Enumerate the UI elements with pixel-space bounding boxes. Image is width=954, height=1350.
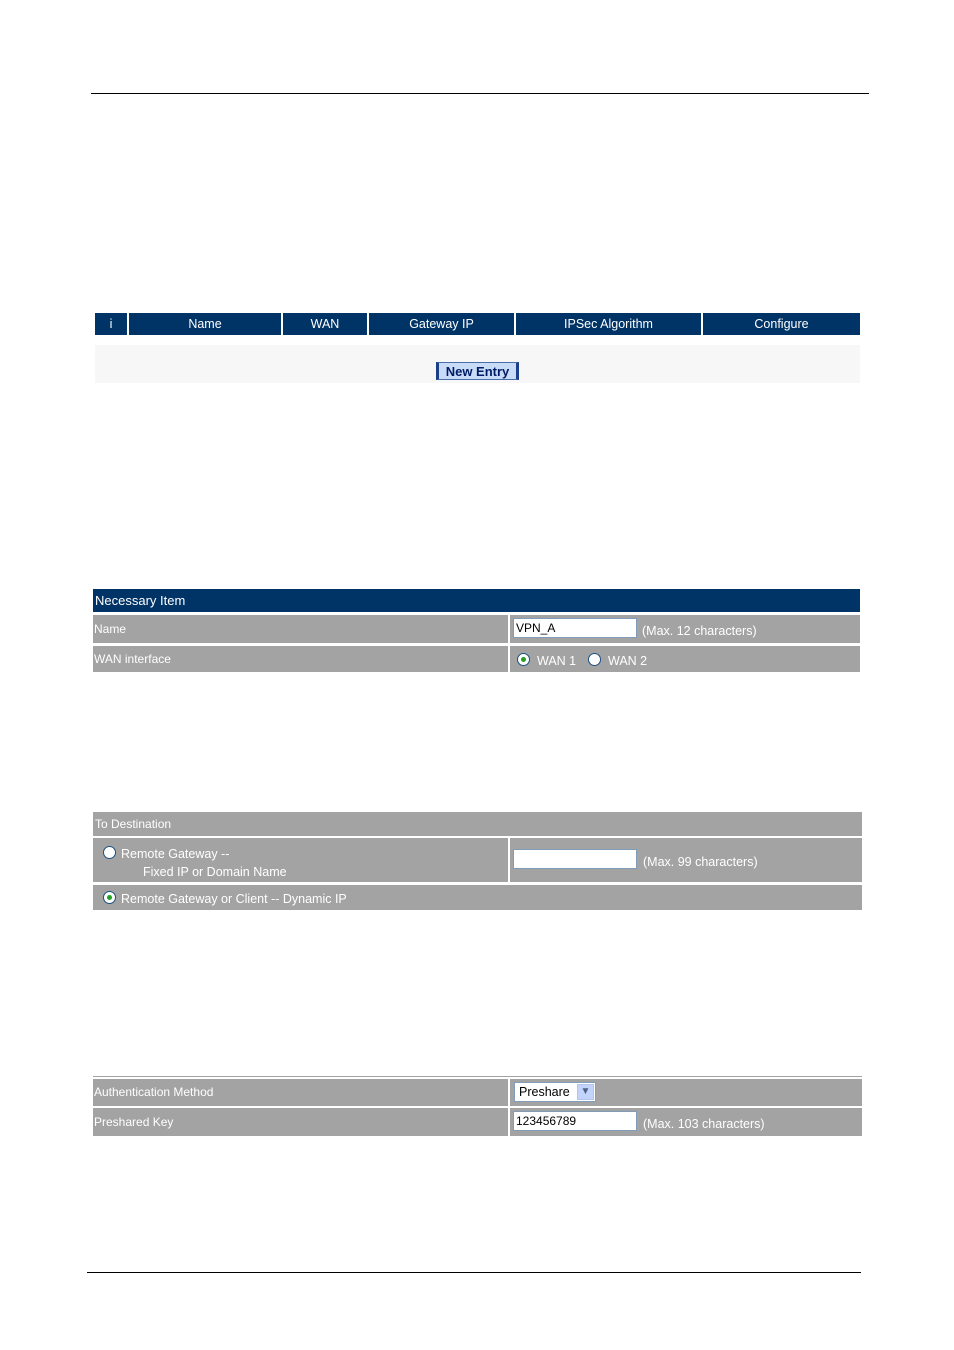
wan-interface-row [93,646,860,672]
remote-gateway-value-cell [510,838,862,882]
wan2-radio[interactable] [588,653,601,666]
preshared-key-hint: (Max. 103 characters) [643,1117,765,1131]
name-label: Name [93,615,508,643]
preshared-key-label: Preshared Key [93,1108,508,1136]
auth-method-select[interactable] [514,1082,596,1102]
preshared-key-row [93,1108,862,1136]
dynamic-ip-radio[interactable] [103,891,116,904]
name-value-cell [510,615,860,643]
dynamic-ip-row [93,885,862,910]
remote-gateway-label-cell [93,838,508,882]
bottom-rule [87,1272,861,1273]
destination-header: To Destination [93,812,862,836]
necessary-item-header: Necessary Item [93,589,860,612]
dynamic-ip-cell [93,885,862,910]
name-input[interactable] [513,618,637,638]
wan-interface-label: WAN interface [93,646,508,672]
wan2-label: WAN 2 [608,654,648,668]
auth-method-selected: Preshare [519,1085,570,1099]
col-ipsec-algorithm: IPSec Algorithm [516,313,701,335]
vpn-list-header [95,313,860,335]
remote-gateway-label-line2: Fixed IP or Domain Name [143,865,287,879]
auth-method-row [93,1079,862,1106]
name-row [93,615,860,643]
remote-gateway-fixed-radio[interactable] [103,846,116,859]
preshared-key-value-cell [510,1108,862,1136]
top-rule [91,93,869,94]
remote-gateway-label-line1: Remote Gateway -- [121,847,230,861]
remote-gateway-input[interactable] [513,849,637,869]
new-entry-button[interactable]: New Entry [436,362,519,380]
dynamic-ip-label: Remote Gateway or Client -- Dynamic IP [121,892,347,906]
auth-method-value-cell [510,1079,862,1106]
col-index: i [95,313,127,335]
remote-gateway-hint: (Max. 99 characters) [643,855,758,869]
auth-top-rule [93,1076,862,1077]
col-wan: WAN [283,313,367,335]
auth-method-label: Authentication Method [93,1079,508,1106]
preshared-key-input[interactable] [513,1111,637,1131]
wan-interface-value-cell [510,646,860,672]
col-configure: Configure [703,313,860,335]
wan1-label: WAN 1 [537,654,577,668]
wan1-radio[interactable] [517,653,530,666]
col-gateway-ip: Gateway IP [369,313,514,335]
name-hint: (Max. 12 characters) [642,624,757,638]
remote-gateway-row [93,838,862,882]
col-name: Name [129,313,281,335]
chevron-down-icon[interactable]: ▼ [577,1084,594,1100]
